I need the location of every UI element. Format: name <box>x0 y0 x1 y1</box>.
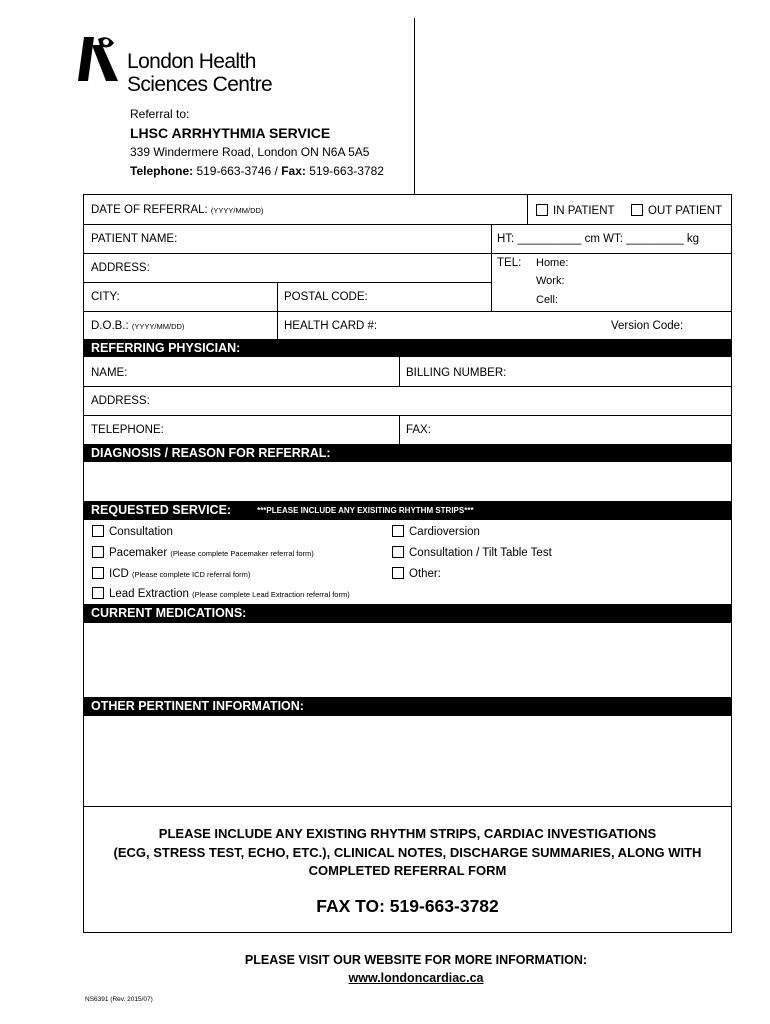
fax-value: 519-663-3782 <box>305 164 384 178</box>
physician-address-field[interactable]: ADDRESS: <box>91 395 150 407</box>
row-divider <box>84 224 731 225</box>
referral-to-block <box>130 105 384 181</box>
logo-line-1: London Health <box>127 50 256 73</box>
service-address: 339 Windermere Road, London ON N6A 5A5 <box>130 145 370 159</box>
lead-extraction-label: Lead Extraction <box>109 588 189 600</box>
date-format-hint: (YYYY/MM/DD) <box>210 206 264 215</box>
home-phone-field[interactable]: Home: <box>536 257 569 269</box>
work-phone-field[interactable]: Work: <box>536 275 565 287</box>
consultation-option[interactable] <box>92 525 173 538</box>
consultation-checkbox[interactable] <box>92 525 104 537</box>
closing-line-3: COMPLETED REFERRAL FORM <box>308 863 507 878</box>
pacemaker-checkbox[interactable] <box>92 546 104 558</box>
current-medications-heading: CURRENT MEDICATIONS: <box>84 604 731 623</box>
dob-label: D.O.B.: <box>91 320 129 332</box>
out-patient-label: OUT PATIENT <box>648 205 723 217</box>
postal-code-field[interactable]: POSTAL CODE: <box>284 291 368 303</box>
row-divider <box>84 415 731 416</box>
tilt-table-label: Consultation / Tilt Table Test <box>409 547 552 559</box>
lead-extraction-checkbox[interactable] <box>92 587 104 599</box>
icd-label: ICD <box>109 568 129 580</box>
dob-format-hint: (YYYY/MM/DD) <box>131 322 185 331</box>
lead-extraction-option[interactable] <box>92 587 350 600</box>
billing-number-field[interactable]: BILLING NUMBER: <box>406 367 507 379</box>
patient-name-field[interactable]: PATIENT NAME: <box>91 233 178 245</box>
col-divider <box>277 282 278 339</box>
icd-note: (Please complete ICD referral form) <box>132 570 251 579</box>
fax-label: Fax: <box>281 164 306 178</box>
row-divider <box>84 282 491 283</box>
telephone-label: Telephone: <box>130 164 194 178</box>
physician-name-field[interactable]: NAME: <box>91 367 128 379</box>
closing-line-1: PLEASE INCLUDE ANY EXISTING RHYTHM STRIPS, CARDIAC INVESTIGATIONS <box>158 826 657 841</box>
referral-to-label: Referral to: <box>130 107 190 121</box>
closing-line-2: (ECG, STRESS TEST, ECHO, ETC.), CLINICAL NOTES, DISCHARGE SUMMARIES, ALONG WITH <box>113 844 702 860</box>
row-divider <box>84 311 731 312</box>
cardioversion-label: Cardioversion <box>409 526 480 538</box>
col-divider <box>399 357 400 386</box>
referral-form <box>83 194 732 933</box>
rhythm-strips-note: ***PLEASE INCLUDE ANY EXISITING RHYTHM STRIPS*** <box>257 506 474 515</box>
in-patient-option[interactable] <box>536 204 615 217</box>
cardioversion-option[interactable] <box>392 525 480 538</box>
tilt-table-checkbox[interactable] <box>392 546 404 558</box>
lhsc-logo-text <box>127 50 272 96</box>
in-patient-checkbox[interactable] <box>536 204 548 216</box>
form-number: NS6391 (Rev. 2015/07) <box>85 996 153 1003</box>
service-name: LHSC ARRHYTHMIA SERVICE <box>130 125 331 141</box>
icd-checkbox[interactable] <box>92 567 104 579</box>
health-card-field[interactable]: HEALTH CARD #: <box>284 320 378 332</box>
closing-instructions <box>84 825 731 881</box>
col-divider <box>491 224 492 311</box>
logo-line-2: Sciences Centre <box>127 73 273 96</box>
cell-phone-field[interactable]: Cell: <box>536 294 559 306</box>
patient-address-field[interactable]: ADDRESS: <box>91 262 150 274</box>
dob-field[interactable] <box>91 320 184 332</box>
other-service-label: Other: <box>409 568 441 580</box>
visit-website-text: PLEASE VISIT OUR WEBSITE FOR MORE INFORMATION: <box>244 953 588 967</box>
cardioversion-checkbox[interactable] <box>392 525 404 537</box>
requested-service-title: REQUESTED SERVICE: <box>91 503 232 517</box>
diagnosis-heading: DIAGNOSIS / REASON FOR REFERRAL: <box>84 444 731 462</box>
other-service-option[interactable] <box>392 567 441 580</box>
out-patient-checkbox[interactable] <box>631 204 643 216</box>
service-contact <box>130 162 384 181</box>
lead-extraction-note: (Please complete Lead Extraction referral form) <box>192 590 350 599</box>
in-patient-label: IN PATIENT <box>553 205 615 217</box>
other-info-heading: OTHER PERTINENT INFORMATION: <box>84 697 731 716</box>
col-divider <box>399 415 400 444</box>
version-code-field[interactable]: Version Code: <box>611 320 684 332</box>
pacemaker-option[interactable] <box>92 546 314 559</box>
requested-service-heading <box>84 501 731 520</box>
other-info-area[interactable] <box>84 716 731 806</box>
lhsc-logo-icon <box>78 37 118 81</box>
physician-telephone-field[interactable]: TELEPHONE: <box>91 424 164 436</box>
icd-option[interactable] <box>92 567 250 580</box>
physician-fax-field[interactable]: FAX: <box>406 424 431 436</box>
telephone-value: 519-663-3746 / <box>193 164 282 178</box>
pacemaker-label: Pacemaker <box>109 547 168 559</box>
out-patient-option[interactable] <box>631 204 722 217</box>
other-service-checkbox[interactable] <box>392 567 404 579</box>
city-field[interactable]: CITY: <box>91 291 120 303</box>
row-divider <box>84 253 731 254</box>
height-weight-field[interactable]: HT: __________ cm WT: _________ kg <box>497 233 700 245</box>
date-of-referral-field[interactable] <box>91 204 263 216</box>
date-of-referral-label: DATE OF REFERRAL: <box>91 204 208 216</box>
diagnosis-area[interactable] <box>84 462 731 501</box>
website-link[interactable]: www.londoncardiac.ca <box>348 971 484 985</box>
tilt-table-option[interactable] <box>392 546 552 559</box>
pacemaker-note: (Please complete Pacemaker referral form) <box>170 549 314 558</box>
tel-label: TEL: <box>497 257 522 269</box>
referring-physician-heading: REFERRING PHYSICIAN: <box>84 339 731 357</box>
row-divider <box>84 806 731 807</box>
medications-area[interactable] <box>84 623 731 697</box>
consultation-label: Consultation <box>109 526 173 538</box>
row-divider <box>84 386 731 387</box>
col-divider <box>527 195 528 224</box>
fax-to-text: FAX TO: 519-663-3782 <box>316 896 499 916</box>
header-divider <box>414 18 415 194</box>
